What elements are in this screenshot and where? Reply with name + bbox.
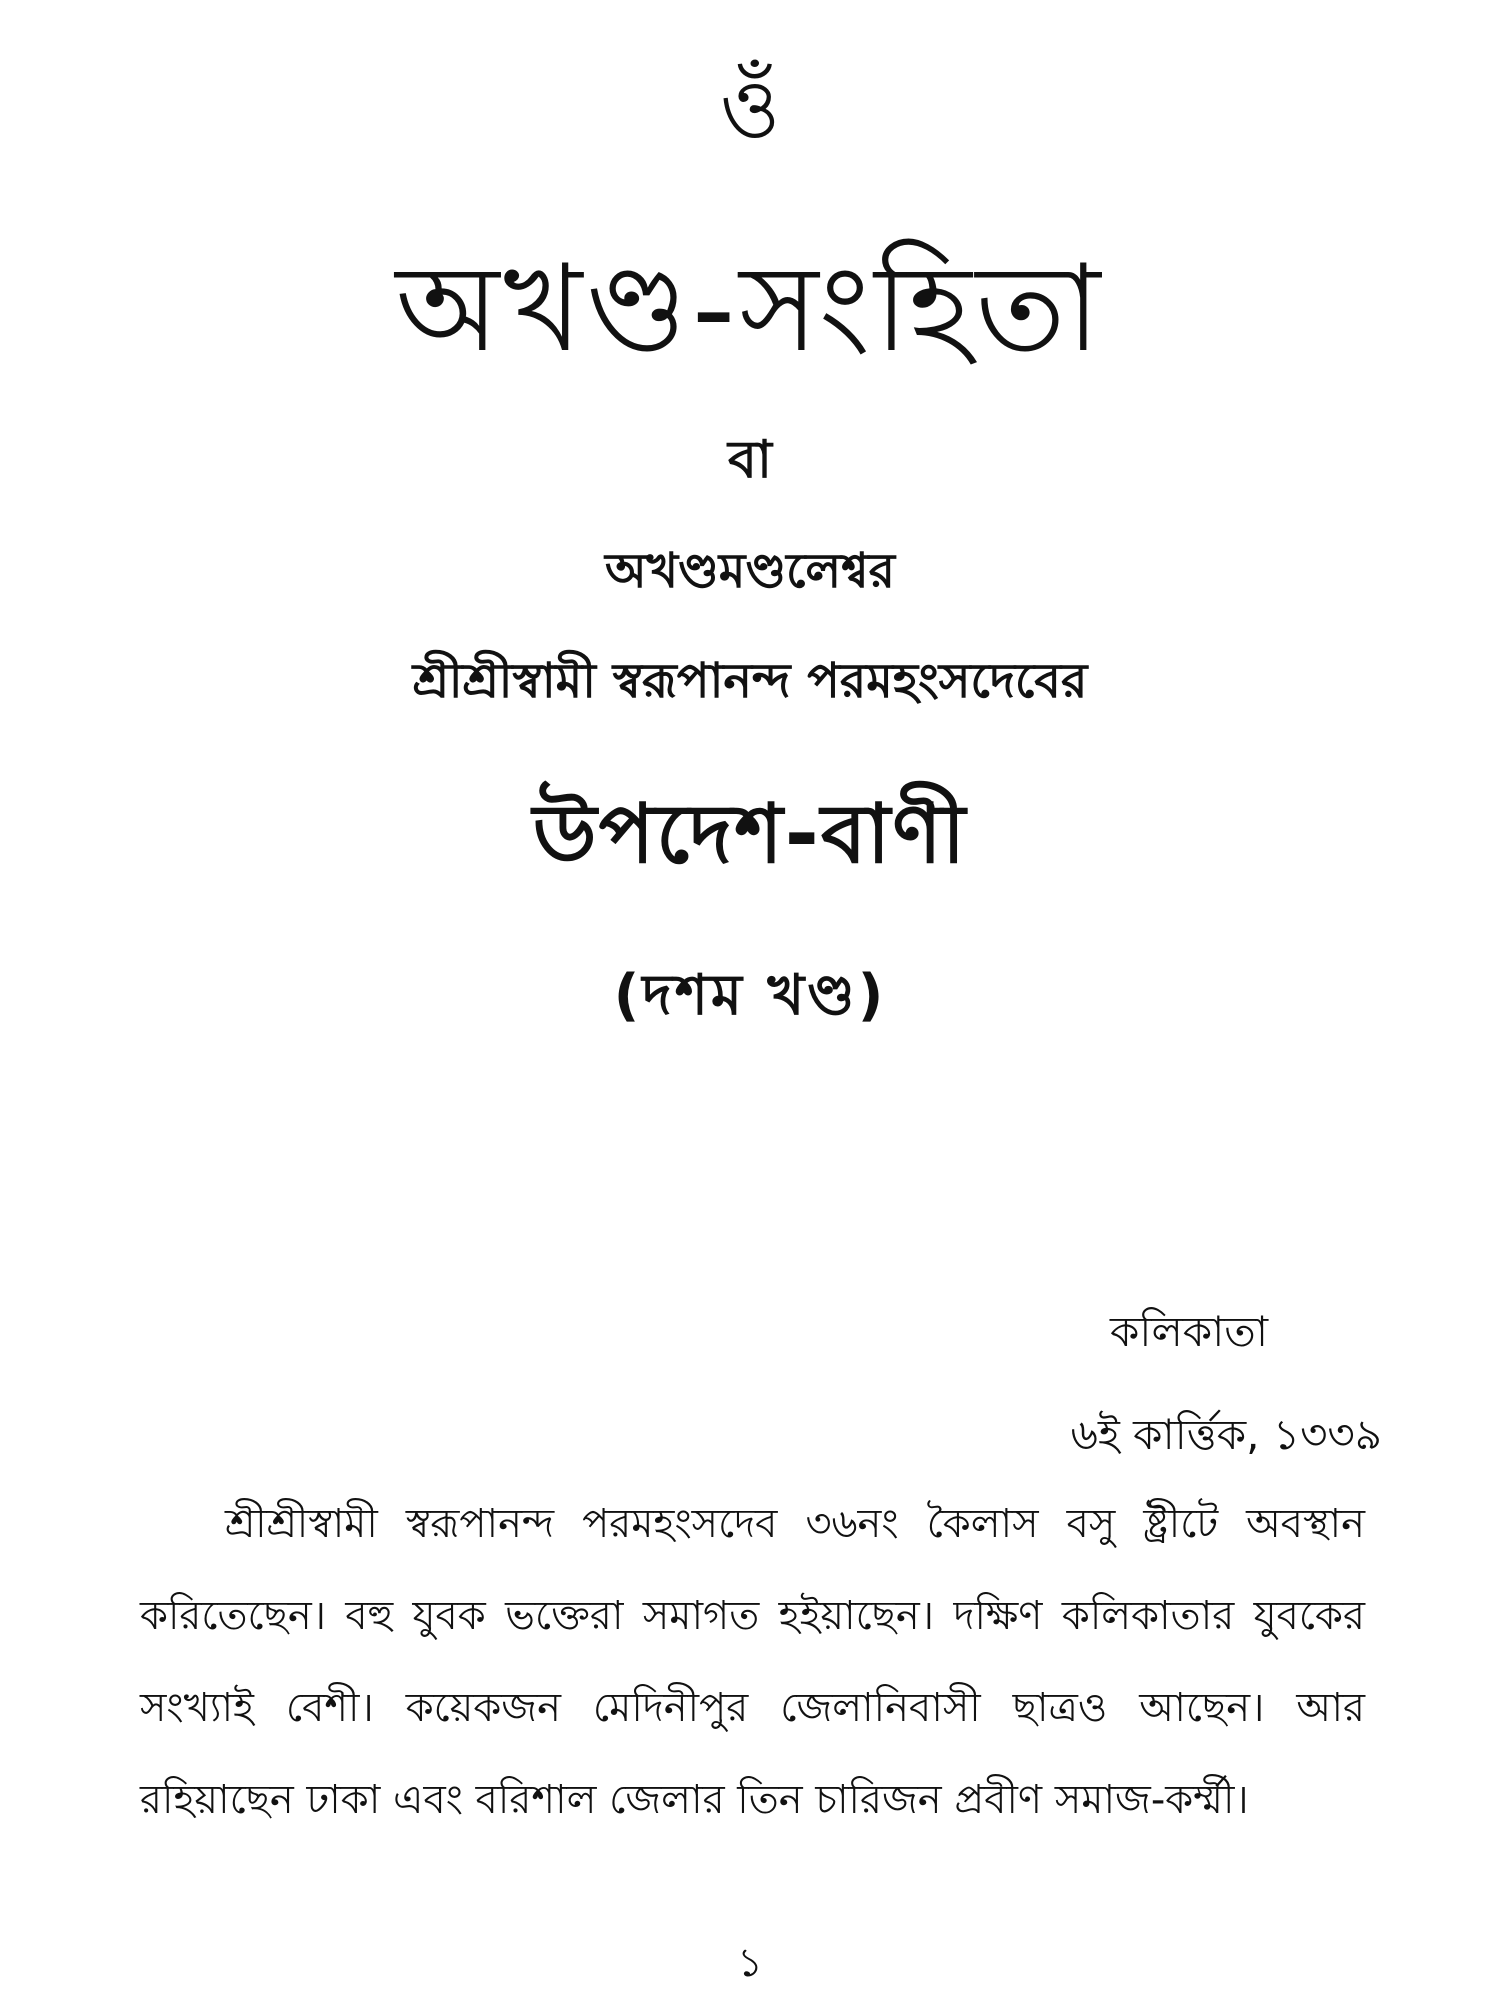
title-connector: বা [727, 430, 773, 490]
author-name: শ্রীশ্রীস্বামী স্বরূপানন্দ পরমহংসদেবের [412, 653, 1088, 709]
body-paragraph: শ্রীশ্রীস্বামী স্বরূপানন্দ পরমহংসদেব ৩৬নং কৈলাস বসু ষ্ট্রীটে অবস্থান করিতেছেন। বহু যুবক ভক্তেরা সমাগত হইয়াছেন। দক্ষিণ কলিকাতার যুবকের সংখ্যাই বেশী। কয়েকজন মেদিনীপুর জেলানিবাসী ছাত্রও আছেন। আর রহিয়াছেন ঢাকা এবং বরিশাল জেলার তিন চারিজন প্রবীণ সমাজ-কর্ম্মী। [140, 1501, 1365, 1823]
place-heading: কলিকাতা [1110, 1307, 1268, 1356]
volume-label: (দশম খণ্ড) [613, 963, 887, 1028]
book-subtitle: উপদেশ-বাণী [532, 787, 968, 882]
om-symbol: ওঁ [719, 62, 781, 157]
author-epithet: অখণ্ডমণ্ডলেশ্বর [605, 543, 895, 599]
book-title: অখণ্ড-সংহিতা [395, 240, 1105, 379]
date-heading: ৬ই কার্ত্তিক, ১৩৩৯ [1070, 1410, 1382, 1459]
page-number: ১ [737, 1940, 763, 1986]
